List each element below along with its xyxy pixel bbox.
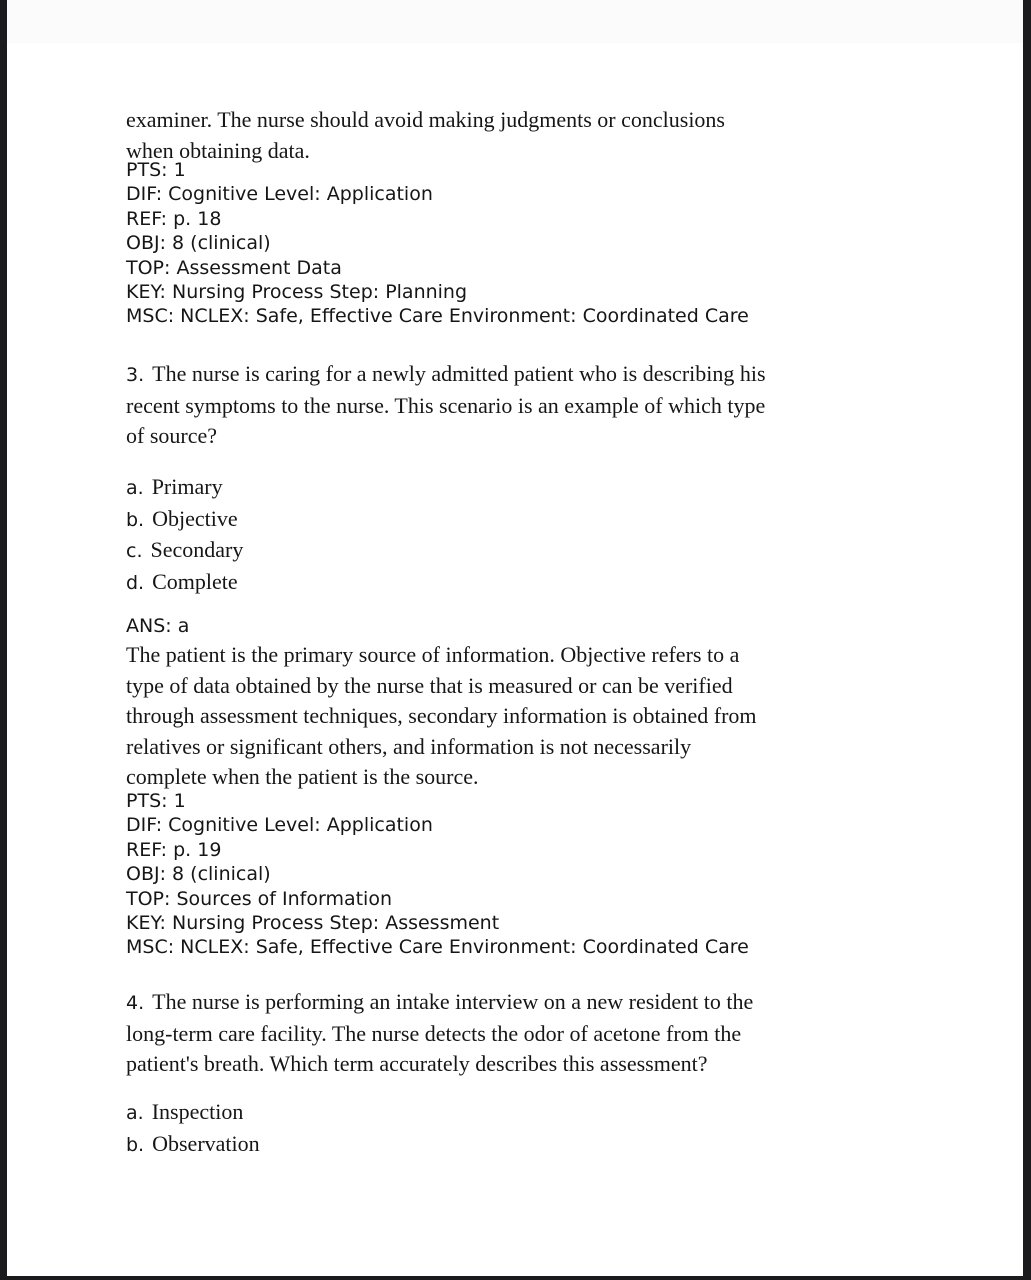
question-4-options: [126, 1097, 260, 1160]
meta-ref-line: REF: p. 18: [126, 207, 222, 230]
question-4-line: long-term care facility. The nurse detects the odor of acetone from the: [126, 1020, 742, 1046]
meta-top-line: TOP: Assessment Data: [126, 256, 342, 279]
question-3-number: 3.: [126, 364, 145, 386]
option-letter: d.: [126, 571, 145, 594]
option-b: [126, 1129, 260, 1161]
option-a: [126, 472, 243, 504]
question-4-line: [126, 987, 753, 1019]
meta-dif-line: DIF: Cognitive Level: Application: [126, 814, 433, 837]
option-text: Complete: [152, 568, 238, 594]
rationale-line: The patient is the primary source of information. Objective refers to a: [126, 642, 740, 667]
question-4-stem: [126, 987, 753, 1080]
rationale-line: examiner. The nurse should avoid making judgments or conclusions: [126, 107, 725, 132]
meta-obj-line: OBJ: 8 (clinical): [126, 863, 271, 886]
question-3-rationale: [126, 640, 757, 793]
question-4-text: The nurse is performing an intake interview on a new resident to the: [152, 989, 754, 1014]
rationale-line: type of data obtained by the nurse that is measured or can be verified: [126, 672, 733, 698]
question-3-options: [126, 472, 243, 598]
meta-key-line: KEY: Nursing Process Step: Planning: [126, 281, 468, 304]
question-3-text: The nurse is caring for a newly admitted patient who is describing his: [152, 361, 766, 386]
option-text: Primary: [151, 474, 223, 499]
option-c: [126, 535, 243, 567]
left-frame-bar: [0, 0, 7, 1280]
option-letter: b.: [126, 508, 145, 531]
question-3-metadata: [126, 789, 749, 960]
question-3-line: recent symptoms to the nurse. This scenario is an example of which type: [126, 392, 766, 418]
meta-key-line: KEY: Nursing Process Step: Assessment: [126, 912, 500, 935]
rationale-line: relatives or significant others, and information is not necessarily: [126, 733, 692, 759]
option-text: Observation: [152, 1130, 260, 1156]
meta-ref-line: REF: p. 19: [126, 838, 222, 861]
option-letter: c.: [126, 540, 143, 562]
right-frame-bar: [1023, 0, 1031, 1280]
option-a: [126, 1097, 260, 1129]
meta-msc-line: MSC: NCLEX: Safe, Effective Care Environment: Coordinated Care: [126, 305, 749, 328]
question-4-number: 4.: [126, 992, 145, 1014]
meta-obj-line: OBJ: 8 (clinical): [126, 232, 271, 255]
document-content: [126, 0, 926, 1280]
question-4-line: patient's breath. Which term accurately describes this assessment?: [126, 1051, 708, 1076]
meta-msc-line: MSC: NCLEX: Safe, Effective Care Environment: Coordinated Care: [126, 936, 749, 959]
meta-dif-line: DIF: Cognitive Level: Application: [126, 183, 433, 206]
question-3-stem: [126, 359, 766, 452]
rationale-line: when obtaining data.: [126, 137, 310, 163]
option-text: Secondary: [150, 537, 244, 562]
meta-pts-line: PTS: 1: [126, 159, 186, 181]
answer-line: ANS: a: [126, 615, 190, 637]
meta-pts-line: PTS: 1: [126, 790, 186, 812]
answer-rationale-continuation: [126, 105, 725, 166]
option-text: Objective: [152, 505, 238, 531]
question-3-line: of source?: [126, 423, 218, 448]
meta-top-line: TOP: Sources of Information: [126, 887, 392, 910]
option-letter: a.: [126, 1102, 144, 1124]
option-letter: a.: [126, 477, 144, 499]
option-d: [126, 567, 243, 599]
rationale-line: complete when the patient is the source.: [126, 764, 479, 789]
question-3-answer: [126, 614, 189, 638]
option-b: [126, 504, 243, 536]
rationale-line: through assessment techniques, secondary information is obtained from: [126, 703, 757, 728]
question-3-line: [126, 359, 766, 391]
option-text: Inspection: [151, 1099, 244, 1124]
question-2-metadata: [126, 158, 749, 329]
option-letter: b.: [126, 1133, 145, 1156]
